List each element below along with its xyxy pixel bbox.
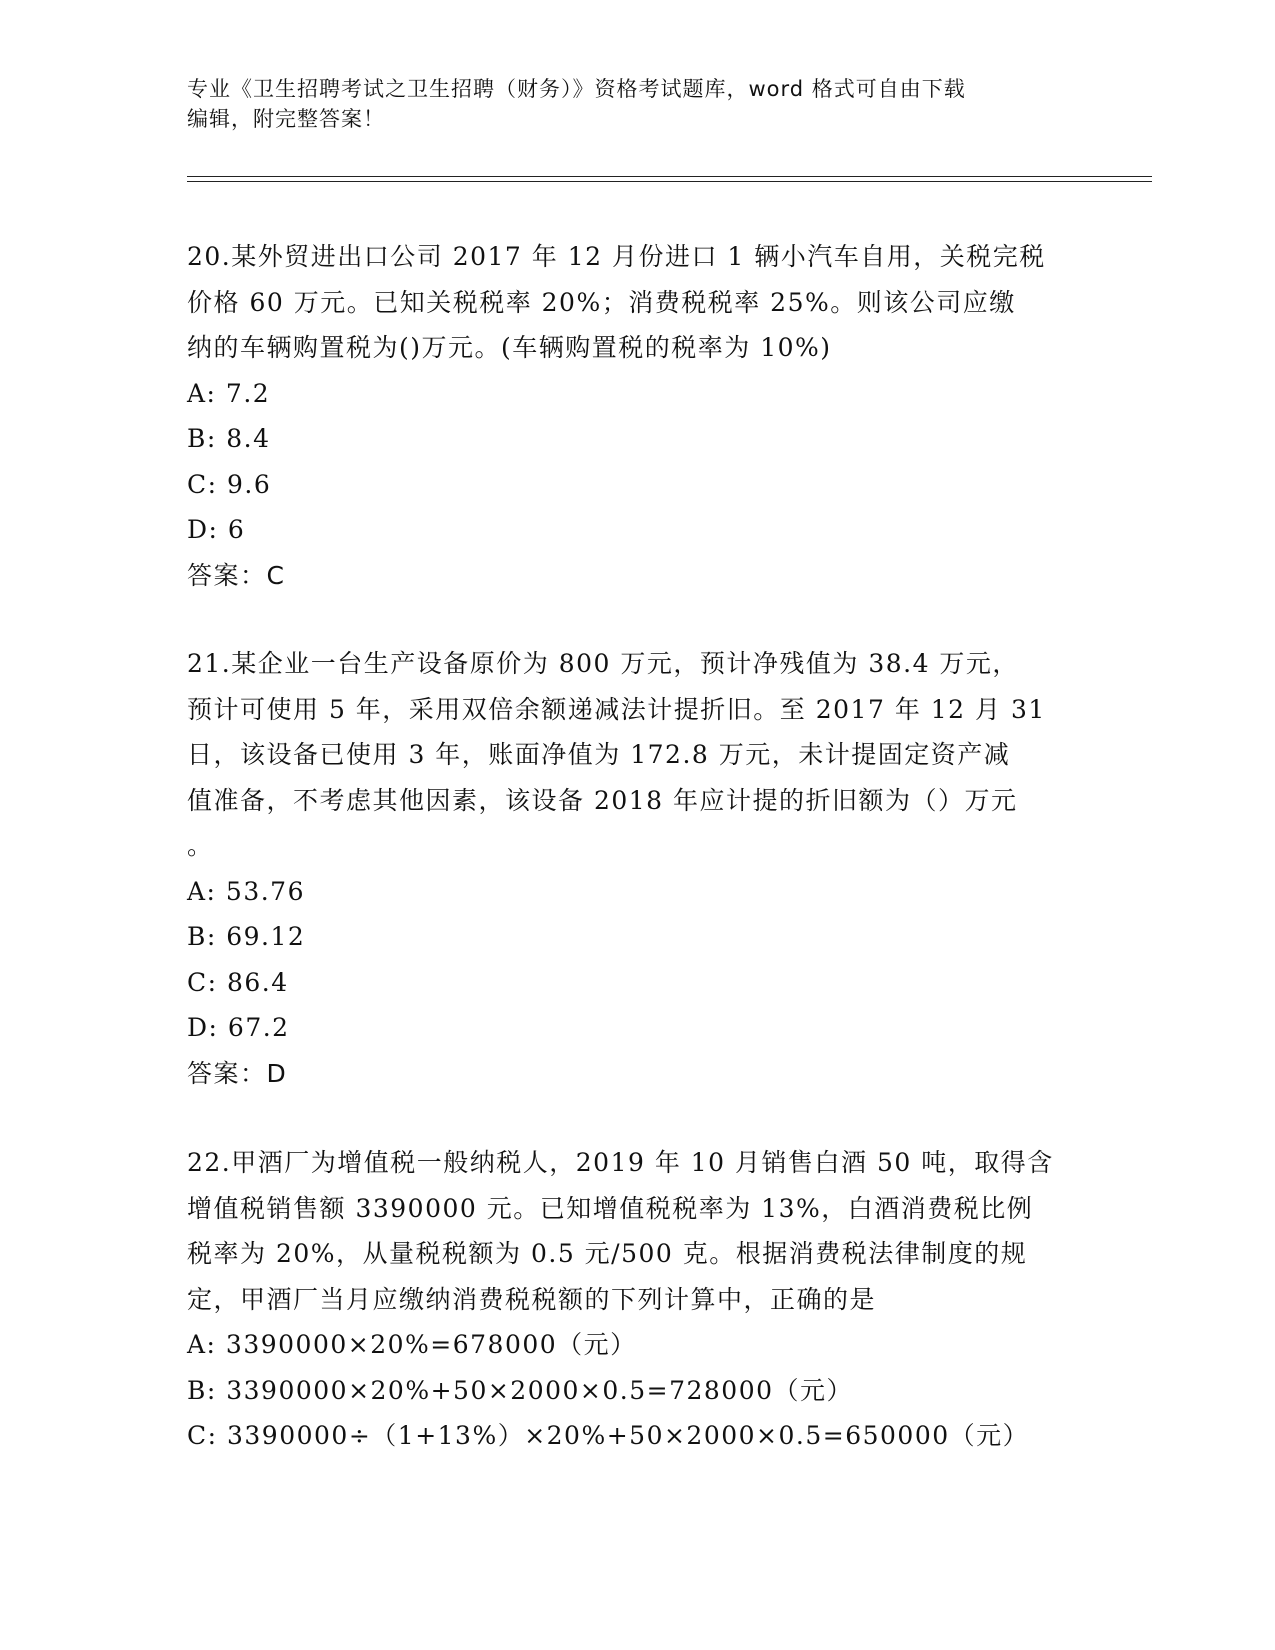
question-stem-line: 。	[187, 831, 214, 860]
question-22	[187, 1140, 1082, 1459]
question-stem-line: 值准备，不考虑其他因素，该设备 2018 年应计提的折旧额为（）万元	[187, 785, 1018, 815]
question-stem-line: 20.某外贸进出口公司 2017 年 12 月份进口 1 辆小汽车自用，关税完税	[187, 242, 1046, 271]
question-stem-line: 日，该设备已使用 3 年，账面净值为 172.8 万元，未计提固定资产减	[187, 740, 1011, 769]
header-line-2: 编辑，附完整答案！	[187, 107, 385, 131]
header-line-1: 专业《卫生招聘考试之卫生招聘（财务）》资格考试题库，word 格式可自由下载	[187, 77, 966, 101]
question-stem-line: 税率为 20%，从量税税额为 0.5 元/500 克。根据消费税法律制度的规	[187, 1239, 1028, 1268]
option-a: A: 3390000×20%=678000（元）	[187, 1330, 637, 1359]
question-stem-line: 纳的车辆购置税为()万元。(车辆购置税的税率为 10%)	[187, 333, 832, 362]
question-stem-line: 定，甲酒厂当月应缴纳消费税税额的下列计算中，正确的是	[187, 1284, 877, 1314]
option-c: C: 3390000÷（1+13%）×20%+50×2000×0.5=650000（元）	[187, 1421, 1030, 1450]
option-c: C: 86.4	[187, 967, 289, 997]
document-header	[187, 74, 1087, 134]
question-stem-line: 22.甲酒厂为增值税一般纳税人，2019 年 10 月销售白酒 50 吨，取得含	[187, 1148, 1054, 1177]
question-stem-line: 增值税销售额 3390000 元。已知增值税税率为 13%，白酒消费税比例	[187, 1193, 1034, 1223]
option-d: D: 6	[187, 515, 246, 544]
question-21	[187, 641, 1082, 1096]
option-a: A: 53.76	[187, 876, 305, 906]
header-divider-bottom	[187, 181, 1152, 182]
option-c: C: 9.6	[187, 469, 272, 499]
question-20	[187, 234, 1082, 598]
header-divider-top	[187, 176, 1152, 177]
option-b: B: 69.12	[187, 922, 306, 951]
option-d: D: 67.2	[187, 1013, 290, 1042]
question-stem-line: 价格 60 万元。已知关税税率 20%；消费税税率 25%。则该公司应缴	[187, 287, 1016, 317]
option-a: A: 7.2	[187, 378, 271, 408]
answer-label: 答案：C	[187, 560, 286, 590]
option-b: B: 3390000×20%+50×2000×0.5=728000（元）	[187, 1375, 854, 1405]
option-b: B: 8.4	[187, 424, 271, 453]
question-stem-line: 21.某企业一台生产设备原价为 800 万元，预计净残值为 38.4 万元，	[187, 649, 1019, 678]
answer-label: 答案：D	[187, 1058, 288, 1088]
question-stem-line: 预计可使用 5 年，采用双倍余额递减法计提折旧。至 2017 年 12 月 31	[187, 694, 1046, 724]
